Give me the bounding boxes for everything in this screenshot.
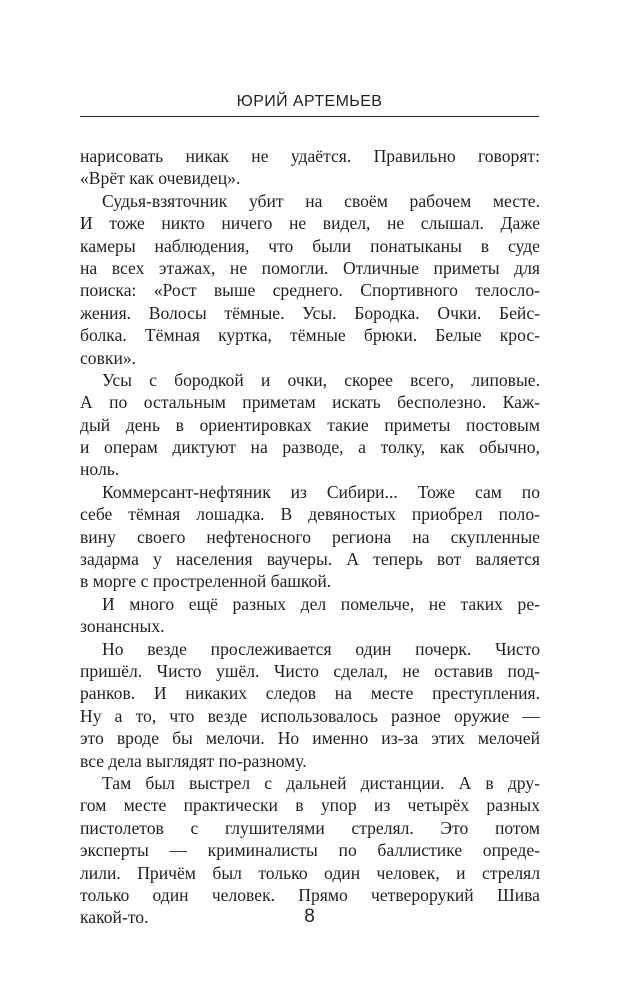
text-line: какой-то. xyxy=(80,907,149,928)
text-line: ранков. И никаких следов на месте преступления. xyxy=(80,683,540,704)
text-line: Но везде прослеживается один почерк. Чисто xyxy=(102,638,540,659)
text-line: Судья-взяточник убит на своём рабочем месте. xyxy=(102,190,540,211)
running-head: ЮРИЙ АРТЕМЬЕВ xyxy=(236,93,383,110)
text-line: болка. Тёмная куртка, тёмные брюки. Белые крос- xyxy=(80,325,540,346)
text-line: поиска: «Рост выше среднего. Спортивного телосло- xyxy=(80,280,540,301)
text-line: камеры наблюдения, что были понатыканы в суде xyxy=(80,235,540,256)
text-line: нарисовать никак не удаётся. Правильно говорят: xyxy=(80,146,540,166)
text-line: эксперты — криминалисты по баллистике опреде- xyxy=(80,840,540,861)
text-line: Усы с бородкой и очки, скорее всего, липовые. xyxy=(102,369,540,390)
text-line: пистолетов с глушителями стрелял. Это потом xyxy=(80,817,540,838)
text-line: вину своего нефтеносного региона на скупленные xyxy=(80,526,540,547)
text-line: жения. Волосы тёмные. Усы. Бородка. Очки. Бейс- xyxy=(80,302,540,323)
text-line: в морге с простреленной башкой. xyxy=(80,571,332,592)
page-number: 8 xyxy=(304,906,315,927)
text-line: Ну а то, что везде использовалось разное оружие — xyxy=(80,705,540,726)
text-line: пришёл. Чисто ушёл. Чисто сделал, не оставив под- xyxy=(80,660,540,681)
text-line: задарма у населения ваучеры. А теперь вот валяется xyxy=(80,549,540,570)
text-line: зонансных. xyxy=(80,616,165,637)
text-line: себе тёмная лошадка. В девяностых приобрел поло- xyxy=(80,504,540,525)
body-text xyxy=(80,145,540,929)
text-line: А по остальным приметам искать бесполезно. Каж- xyxy=(80,392,540,413)
text-line: и операм диктуют на разводе, а толку, как обычно, xyxy=(80,437,540,458)
text-line: совки». xyxy=(80,347,137,368)
text-line: Там был выстрел с дальней дистанции. А в дру- xyxy=(102,772,540,793)
text-line: «Врёт как очевидец». xyxy=(80,168,241,189)
text-line: лили. Причём был только один человек, и стрелял xyxy=(80,862,540,883)
text-line: гом месте практически в упор из четырёх разных xyxy=(80,795,540,816)
header-rule xyxy=(80,116,539,117)
text-line: ноль. xyxy=(80,459,120,480)
text-line: И тоже никто ничего не видел, не слышал. Даже xyxy=(80,213,540,234)
text-line: дый день в ориентировках такие приметы постовым xyxy=(80,414,540,435)
text-line: это вроде бы мелочи. Но именно из-за этих мелочей xyxy=(80,728,540,749)
text-line: все дела выглядят по-разному. xyxy=(80,750,307,771)
text-line: Коммерсант-нефтяник из Сибири... Тоже сам по xyxy=(102,481,540,502)
text-line: только один человек. Прямо четверорукий Шива xyxy=(80,884,540,905)
text-line: на всех этажах, не помогли. Отличные приметы для xyxy=(80,257,540,278)
text-line: И много ещё разных дел помельче, не таких ре- xyxy=(102,593,540,614)
